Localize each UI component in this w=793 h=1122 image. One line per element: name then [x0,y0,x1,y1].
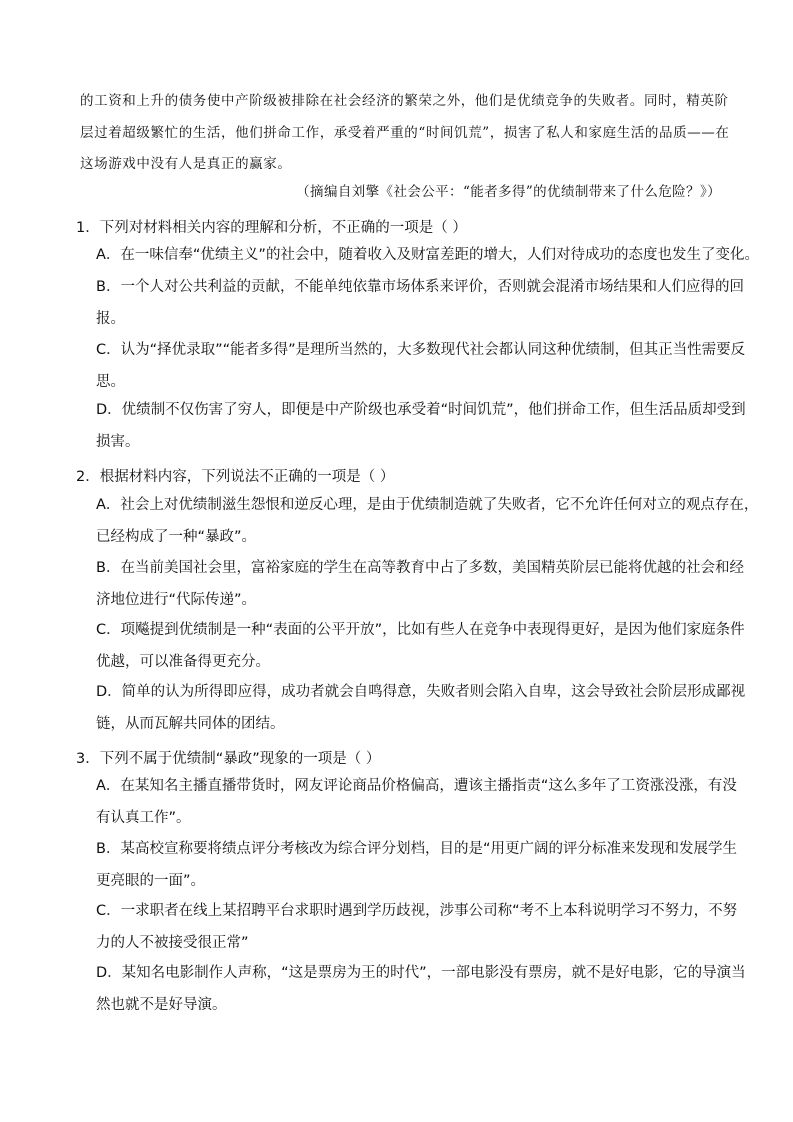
option-line: A．社会上对优绩制滋生怨恨和逆反心理，是由于优绩制造就了失败者，它不允许任何对立的观点存在， [96,497,759,513]
question-3-option-b [96,834,737,897]
option-line: B．在当前美国社会里，富裕家庭的学生在高等教育中占了多数，美国精英阶层已能将优越的社会和经 [96,560,744,576]
question-3-option-d [96,958,746,1021]
passage-line: 这场游戏中没有人是真正的赢家。 [80,156,292,172]
question-2-option-d [96,677,746,740]
question-2-option-b [96,553,744,616]
option-line: B．某高校宣称要将绩点评分考核改为综合评分划档，目的是“用更广阔的评分标准来发现和发展学生 [96,841,737,857]
question-2-option-c [96,615,745,678]
question-1-option-d [96,395,746,458]
option-line: 链，从而瓦解共同体的团结。 [96,715,285,732]
question-1-stem: 1．下列对材料相关内容的理解和分析，不正确的一项是（ ） [76,220,467,236]
option-line: 已经构成了一种“暴政”。 [96,528,257,545]
question-3-stem: 3．下列不属于优绩制“暴政”现象的一项是（ ） [76,751,381,767]
question-3-option-a [96,771,737,834]
question-2-stem: 2．根据材料内容，下列说法不正确的一项是（ ） [76,469,395,485]
question-1-option-b [96,272,744,335]
passage-text [80,86,730,181]
option-line: C．项飚提到优绩制是一种“表面的公平开放”，比如有些人在竞争中表现得更好，是因为他们家庭条件 [96,622,745,638]
passage-line: 层过着超级繁忙的生活，他们拼命工作，承受着严重的“时间饥荒”，损害了私人和家庭生活的品质——在 [80,124,730,141]
question-1-option-c [96,335,746,398]
option-line: 力的人不被接受很正常” [96,934,249,951]
passage-source: （摘编自刘擎《社会公平：“能者多得”的优绩制带来了什么危险？》） [296,184,721,200]
option-line: 优越，可以准备得更充分。 [96,653,270,670]
option-line: 损害。 [96,433,140,450]
option-line: 思。 [96,373,125,390]
option-line: 报。 [96,310,125,327]
passage-line: 的工资和上升的债务使中产阶级被排除在社会经济的繁荣之外，他们是优绩竞争的失败者。同时，精英阶 [80,93,729,109]
option-line: D．简单的认为所得即应得，成功者就会自鸣得意，失败者则会陷入自卑，这会导致社会阶层形成鄙视 [96,684,746,700]
option-line: A．在某知名主播直播带货时，网友评论商品价格偏高，遭该主播指责“这么多年了工资涨没涨，有没 [96,778,737,794]
option-line: C．一求职者在线上某招聘平台求职时遇到学历歧视，涉事公司称“考不上本科说明学习不努力，不努 [96,903,738,919]
question-3-option-c [96,896,738,959]
option-line: 济地位进行“代际传递”。 [96,591,257,608]
question-2-option-a [96,490,759,553]
option-line: 然也就不是好导演。 [96,996,227,1013]
option-line: B．一个人对公共利益的贡献，不能单纯依靠市场体系来评价，否则就会混淆市场结果和人们应得的回 [96,279,744,295]
option-line: 有认真工作”。 [96,809,191,826]
option-line: 更亮眼的一面”。 [96,872,206,889]
option-line: C．认为“择优录取”“能者多得”是理所当然的，大多数现代社会都认同这种优绩制，但其正当性需要反 [96,342,746,358]
option-line: D．优绩制不仅伤害了穷人，即便是中产阶级也承受着“时间饥荒”，他们拼命工作，但生活品质却受到 [96,402,746,418]
option-line: D．某知名电影制作人声称，“这是票房为王的时代”，一部电影没有票房，就不是好电影，它的导演当 [96,965,746,981]
question-1-option-a [96,240,759,272]
option-line: A．在一味信奉“优绩主义”的社会中，随着收入及财富差距的增大，人们对待成功的态度也发生了变化。 [96,247,759,263]
